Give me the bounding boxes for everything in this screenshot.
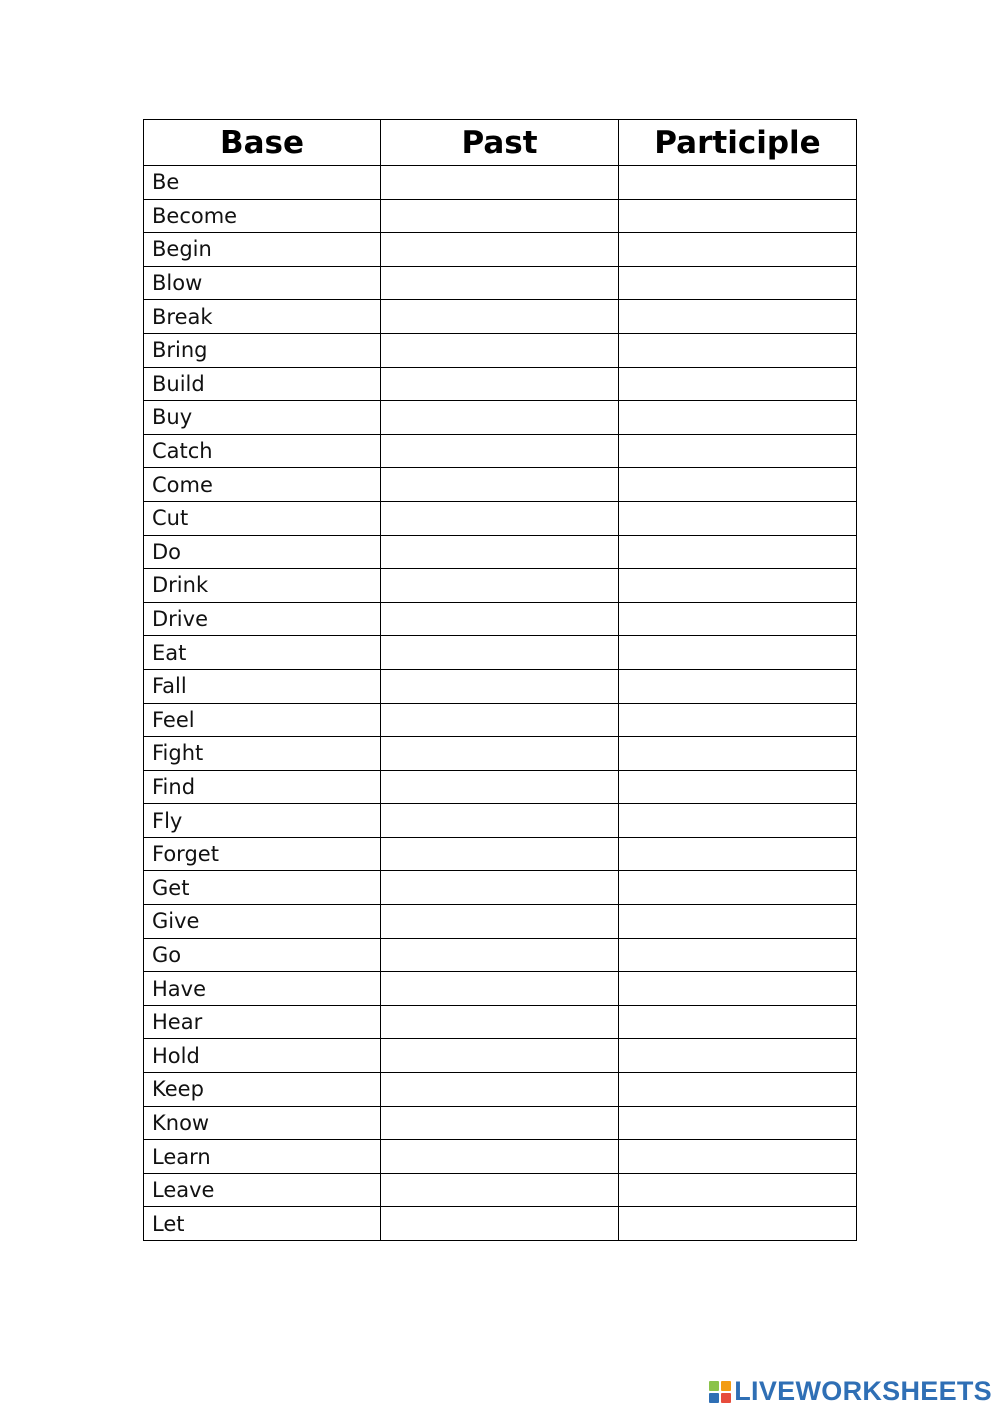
brand-name: LIVEWORKSHEETS (734, 1376, 992, 1406)
past-answer-cell[interactable] (381, 1039, 619, 1073)
past-answer-cell[interactable] (381, 837, 619, 871)
past-answer-cell[interactable] (381, 266, 619, 300)
past-answer-cell[interactable] (381, 770, 619, 804)
base-verb-cell: Break (144, 300, 381, 334)
liveworksheets-brand (709, 1376, 992, 1407)
base-verb-cell: Become (144, 199, 381, 233)
past-answer-cell[interactable] (381, 367, 619, 401)
participle-answer-cell[interactable] (619, 737, 857, 771)
past-answer-cell[interactable] (381, 434, 619, 468)
base-verb-cell: Drink (144, 569, 381, 603)
base-verb-cell: Fall (144, 669, 381, 703)
base-verb-cell: Hold (144, 1039, 381, 1073)
base-verb-cell: Know (144, 1106, 381, 1140)
past-answer-cell[interactable] (381, 972, 619, 1006)
base-verb-cell: Give (144, 905, 381, 939)
base-verb-cell: Feel (144, 703, 381, 737)
participle-answer-cell[interactable] (619, 468, 857, 502)
past-answer-cell[interactable] (381, 669, 619, 703)
table-row (144, 333, 857, 367)
past-answer-cell[interactable] (381, 1106, 619, 1140)
participle-answer-cell[interactable] (619, 1039, 857, 1073)
table-row (144, 837, 857, 871)
participle-answer-cell[interactable] (619, 233, 857, 267)
participle-answer-cell[interactable] (619, 300, 857, 334)
table-row (144, 905, 857, 939)
participle-answer-cell[interactable] (619, 905, 857, 939)
table-row (144, 804, 857, 838)
participle-answer-cell[interactable] (619, 1005, 857, 1039)
base-verb-cell: Be (144, 166, 381, 200)
participle-answer-cell[interactable] (619, 535, 857, 569)
base-verb-cell: Learn (144, 1140, 381, 1174)
participle-answer-cell[interactable] (619, 501, 857, 535)
base-verb-cell: Hear (144, 1005, 381, 1039)
past-answer-cell[interactable] (381, 333, 619, 367)
past-answer-cell[interactable] (381, 401, 619, 435)
past-answer-cell[interactable] (381, 1207, 619, 1241)
participle-answer-cell[interactable] (619, 1173, 857, 1207)
header-base: Base (144, 120, 381, 166)
participle-answer-cell[interactable] (619, 166, 857, 200)
participle-answer-cell[interactable] (619, 199, 857, 233)
table-row (144, 1207, 857, 1241)
table-row (144, 1005, 857, 1039)
table-row (144, 434, 857, 468)
past-answer-cell[interactable] (381, 703, 619, 737)
table-row (144, 367, 857, 401)
participle-answer-cell[interactable] (619, 333, 857, 367)
table-row (144, 737, 857, 771)
table-row (144, 401, 857, 435)
base-verb-cell: Go (144, 938, 381, 972)
base-verb-cell: Buy (144, 401, 381, 435)
past-answer-cell[interactable] (381, 602, 619, 636)
participle-answer-cell[interactable] (619, 837, 857, 871)
past-answer-cell[interactable] (381, 300, 619, 334)
participle-answer-cell[interactable] (619, 266, 857, 300)
table-row (144, 535, 857, 569)
base-verb-cell: Let (144, 1207, 381, 1241)
table-row (144, 569, 857, 603)
past-answer-cell[interactable] (381, 1173, 619, 1207)
past-answer-cell[interactable] (381, 1073, 619, 1107)
header-participle: Participle (619, 120, 857, 166)
past-answer-cell[interactable] (381, 199, 619, 233)
table-row (144, 602, 857, 636)
table-row (144, 669, 857, 703)
participle-answer-cell[interactable] (619, 871, 857, 905)
table-body (144, 166, 857, 1241)
liveworksheets-logo-icon (709, 1381, 731, 1403)
base-verb-cell: Come (144, 468, 381, 502)
table-row (144, 703, 857, 737)
base-verb-cell: Fly (144, 804, 381, 838)
past-answer-cell[interactable] (381, 636, 619, 670)
past-answer-cell[interactable] (381, 1005, 619, 1039)
table-row (144, 166, 857, 200)
past-answer-cell[interactable] (381, 804, 619, 838)
participle-answer-cell[interactable] (619, 938, 857, 972)
participle-answer-cell[interactable] (619, 770, 857, 804)
base-verb-cell: Begin (144, 233, 381, 267)
base-verb-cell: Leave (144, 1173, 381, 1207)
past-answer-cell[interactable] (381, 166, 619, 200)
past-answer-cell[interactable] (381, 535, 619, 569)
base-verb-cell: Bring (144, 333, 381, 367)
participle-answer-cell[interactable] (619, 636, 857, 670)
table-row (144, 770, 857, 804)
participle-answer-cell[interactable] (619, 1140, 857, 1174)
past-answer-cell[interactable] (381, 905, 619, 939)
table-row (144, 1140, 857, 1174)
base-verb-cell: Build (144, 367, 381, 401)
table-row (144, 501, 857, 535)
past-answer-cell[interactable] (381, 871, 619, 905)
table-row (144, 199, 857, 233)
base-verb-cell: Fight (144, 737, 381, 771)
base-verb-cell: Keep (144, 1073, 381, 1107)
table-row (144, 1106, 857, 1140)
table-row (144, 1173, 857, 1207)
past-answer-cell[interactable] (381, 501, 619, 535)
base-verb-cell: Do (144, 535, 381, 569)
base-verb-cell: Find (144, 770, 381, 804)
base-verb-cell: Get (144, 871, 381, 905)
base-verb-cell: Have (144, 972, 381, 1006)
past-answer-cell[interactable] (381, 1140, 619, 1174)
participle-answer-cell[interactable] (619, 1073, 857, 1107)
table-row (144, 300, 857, 334)
worksheet (143, 119, 856, 1241)
table-row (144, 468, 857, 502)
table-row (144, 1039, 857, 1073)
participle-answer-cell[interactable] (619, 804, 857, 838)
table-row (144, 1073, 857, 1107)
participle-answer-cell[interactable] (619, 401, 857, 435)
base-verb-cell: Eat (144, 636, 381, 670)
header-past: Past (381, 120, 619, 166)
participle-answer-cell[interactable] (619, 602, 857, 636)
table-row (144, 972, 857, 1006)
base-verb-cell: Drive (144, 602, 381, 636)
past-answer-cell[interactable] (381, 938, 619, 972)
table-row (144, 266, 857, 300)
table-header-row (144, 120, 857, 166)
participle-answer-cell[interactable] (619, 669, 857, 703)
base-verb-cell: Blow (144, 266, 381, 300)
participle-answer-cell[interactable] (619, 367, 857, 401)
past-answer-cell[interactable] (381, 233, 619, 267)
past-answer-cell[interactable] (381, 468, 619, 502)
past-answer-cell[interactable] (381, 569, 619, 603)
table-row (144, 636, 857, 670)
table-row (144, 938, 857, 972)
base-verb-cell: Cut (144, 501, 381, 535)
table-row (144, 233, 857, 267)
participle-answer-cell[interactable] (619, 1207, 857, 1241)
participle-answer-cell[interactable] (619, 972, 857, 1006)
base-verb-cell: Forget (144, 837, 381, 871)
irregular-verbs-table (143, 119, 857, 1241)
past-answer-cell[interactable] (381, 737, 619, 771)
table-row (144, 871, 857, 905)
participle-answer-cell[interactable] (619, 569, 857, 603)
base-verb-cell: Catch (144, 434, 381, 468)
participle-answer-cell[interactable] (619, 1106, 857, 1140)
participle-answer-cell[interactable] (619, 703, 857, 737)
participle-answer-cell[interactable] (619, 434, 857, 468)
